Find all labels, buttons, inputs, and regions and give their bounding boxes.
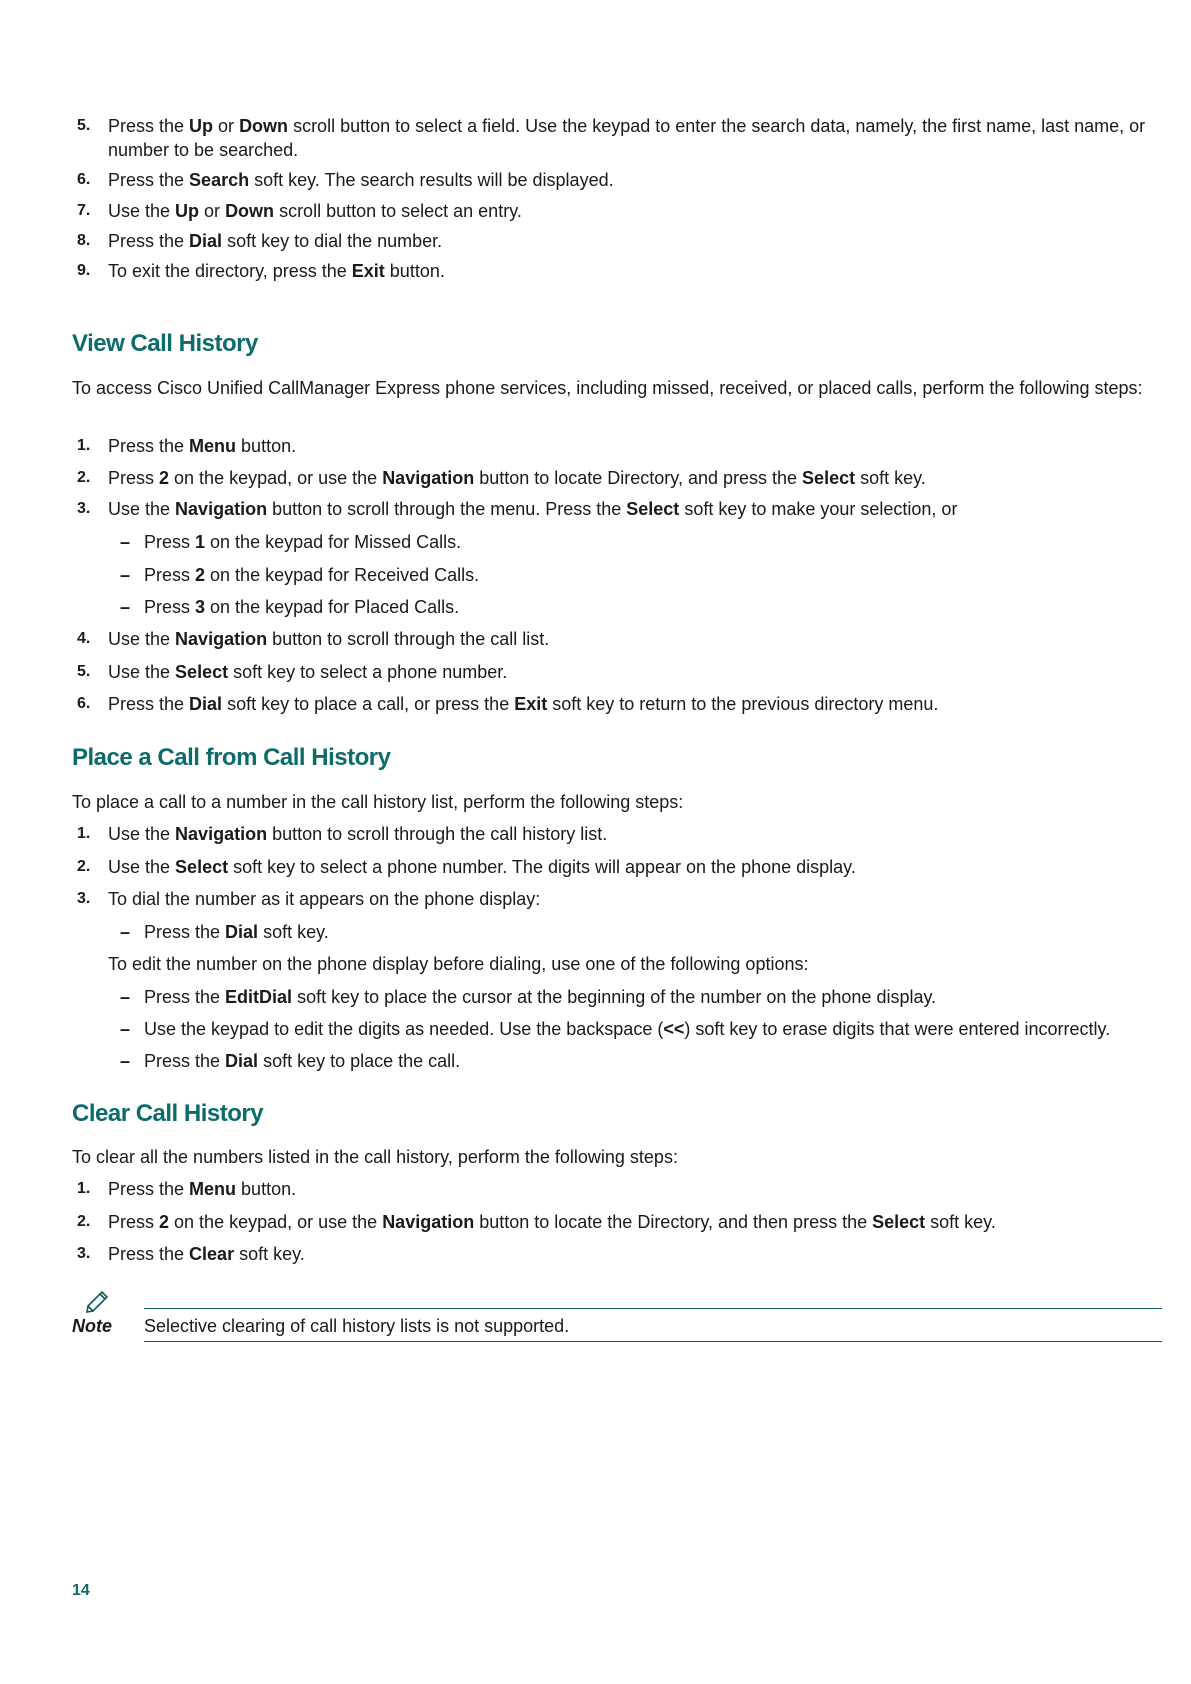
emphasis: 1 [195,532,206,552]
step-text: Press the Dial soft key to dial the number. [108,231,443,251]
emphasis: Select [175,857,229,877]
step-text: Use the Select soft key to select a phone number. [108,662,508,682]
emphasis: 2 [159,1212,170,1232]
step-number: 4. [77,630,91,647]
step-number: 6. [77,171,91,188]
step-text: Press 2 on the keypad, or use the Navigation button to locate the Directory, and then press the Select soft key. [108,1212,996,1232]
emphasis: Navigation [382,468,475,488]
sub-item-text: Press 2 on the keypad for Received Calls. [144,565,480,585]
emphasis: Exit [514,694,548,714]
section-intro: To place a call to a number in the call history list, perform the following steps: [72,792,684,812]
step-text: Use the Select soft key to select a phone number. The digits will appear on the phone display. [108,857,856,877]
section-heading-view-call-history: View Call History [72,330,258,357]
emphasis: Select [626,499,680,519]
dash-bullet: – [120,1051,131,1071]
emphasis: Search [189,170,250,190]
emphasis: 3 [195,597,206,617]
step-number: 6. [77,695,91,712]
dash-bullet: – [120,565,131,585]
step-text: To dial the number as it appears on the phone display: [108,889,541,909]
step-number: 8. [77,232,91,249]
dash-bullet: – [120,597,131,617]
step-number: 2. [77,1213,91,1230]
step-number: 9. [77,262,91,279]
section-intro: To clear all the numbers listed in the call history, perform the following steps: [72,1147,678,1167]
emphasis: Down [239,116,289,136]
step-number: 5. [77,117,91,134]
emphasis: << [663,1019,685,1039]
step-number: 7. [77,202,91,219]
emphasis: Down [225,201,275,221]
step-text: Use the Navigation button to scroll through the menu. Press the Select soft key to make your selection, or [108,499,958,519]
emphasis: Dial [189,694,223,714]
step-number: 3. [77,500,91,517]
edit-instruction: To edit the number on the phone display before dialing, use one of the following options: [108,954,809,974]
note-label: Note [72,1316,112,1336]
emphasis: Menu [189,1179,237,1199]
step-text: Use the Navigation button to scroll through the call list. [108,629,550,649]
emphasis: Clear [189,1244,235,1264]
emphasis: EditDial [225,987,293,1007]
emphasis: Up [189,116,214,136]
step-text: Press the Menu button. [108,436,297,456]
emphasis: Menu [189,436,237,456]
note-bottom-rule [144,1341,1162,1342]
emphasis: Navigation [175,499,268,519]
step-number: 2. [77,469,91,486]
sub-item-text: Press 3 on the keypad for Placed Calls. [144,597,460,617]
sub-item-text: Press the EditDial soft key to place the cursor at the beginning of the number on the phone display. [144,987,937,1007]
emphasis: 2 [195,565,206,585]
step-text: Press the Search soft key. The search results will be displayed. [108,170,614,190]
step-number: 1. [77,1180,91,1197]
pencil-note-icon [84,1286,112,1314]
emphasis: Dial [189,231,223,251]
emphasis: Dial [225,1051,259,1071]
emphasis: 2 [159,468,170,488]
section-heading-clear-call-history: Clear Call History [72,1100,264,1127]
step-number: 1. [77,825,91,842]
section-intro: To access Cisco Unified CallManager Express phone services, including missed, received, or placed calls, perform the following steps: [72,378,1143,398]
step-text: To exit the directory, press the Exit button. [108,261,445,281]
step-number: 5. [77,663,91,680]
step-text: Press the Dial soft key to place a call, or press the Exit soft key to return to the previous directory menu. [108,694,939,714]
emphasis: Select [802,468,856,488]
step-text: Press the Up or Down scroll button to select a field. Use the keypad to enter the search data, namely, the first name, last name, or number to be searched. [108,116,1146,160]
step-number: 1. [77,437,91,454]
step-text: Press the Clear soft key. [108,1244,305,1264]
note-text: Selective clearing of call history lists is not supported. [144,1316,570,1336]
dash-bullet: – [120,922,131,942]
step-text: Press the Menu button. [108,1179,297,1199]
page-number: 14 [72,1582,90,1599]
step-text: Use the Navigation button to scroll through the call history list. [108,824,608,844]
emphasis: Navigation [382,1212,475,1232]
emphasis: Dial [225,922,259,942]
sub-item-text: Press the Dial soft key to place the call. [144,1051,461,1071]
step-number: 3. [77,1245,91,1262]
emphasis: Select [872,1212,926,1232]
section-heading-place-call: Place a Call from Call History [72,744,391,771]
dash-bullet: – [120,1019,131,1039]
emphasis: Navigation [175,629,268,649]
step-text: Press 2 on the keypad, or use the Navigation button to locate Directory, and press the Select soft key. [108,468,926,488]
emphasis: Navigation [175,824,268,844]
dash-bullet: – [120,987,131,1007]
sub-item-text: Press the Dial soft key. [144,922,329,942]
emphasis: Exit [351,261,385,281]
dash-bullet: – [120,532,131,552]
step-number: 3. [77,890,91,907]
emphasis: Select [175,662,229,682]
sub-item-text: Press 1 on the keypad for Missed Calls. [144,532,462,552]
sub-item-text: Use the keypad to edit the digits as needed. Use the backspace (<<) soft key to erase digits that were entered incorrectly. [144,1019,1111,1039]
step-number: 2. [77,858,91,875]
step-text: Use the Up or Down scroll button to select an entry. [108,201,522,221]
note-top-rule [144,1308,1162,1309]
emphasis: Up [175,201,200,221]
